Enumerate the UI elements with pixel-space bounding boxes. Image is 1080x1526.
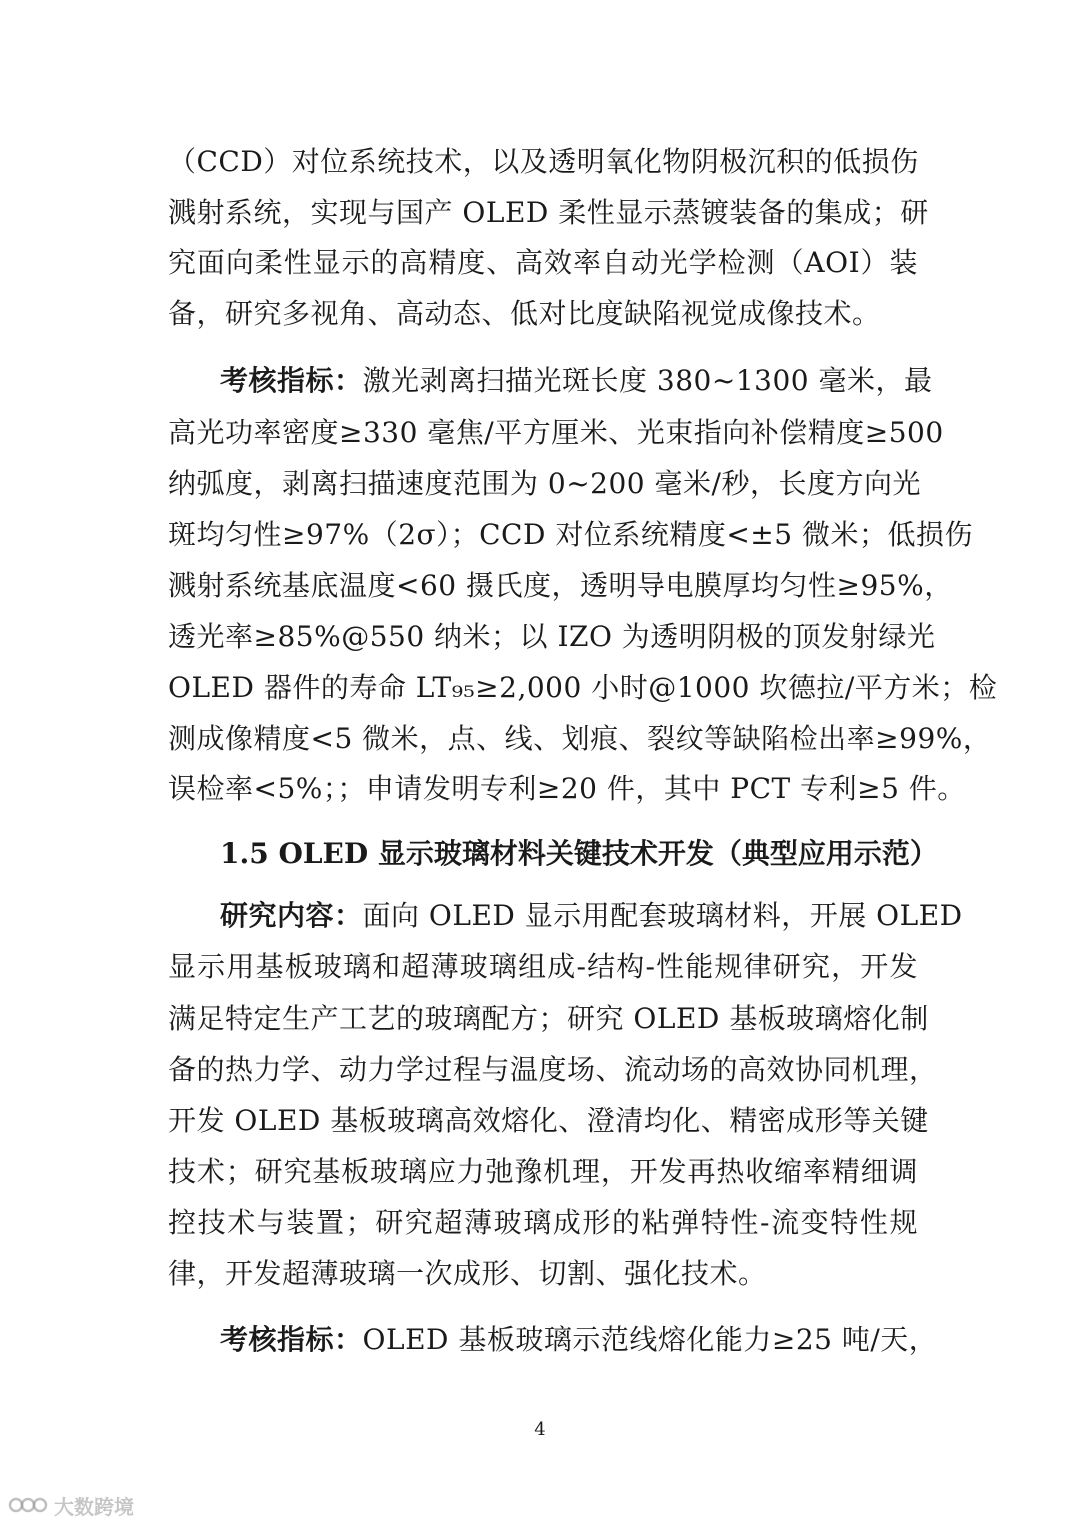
research-content-label: 研究内容： [220,899,363,932]
assessment-label-2: 考核指标： [220,1323,363,1356]
brand-logo-icon [8,1493,48,1517]
paragraph-3-line-7: 控技术与装置；研究超薄玻璃成形的粘弹特性-流变特性规 [168,1206,918,1239]
paragraph-1-line-4: 备，研究多视角、高动态、低对比度缺陷视觉成像技术。 [168,297,881,330]
paragraph-3-first-line-text: 面向 OLED 显示用配套玻璃材料，开展 OLED [362,899,963,932]
paragraph-2-line-1 [220,361,933,401]
paragraph-2-line-3: 纳弧度，剥离扫描速度范围为 0~200 毫米/秒，长度方向光 [168,467,921,500]
paragraph-4-first-line-text: OLED 基板玻璃示范线熔化能力≥25 吨/天， [362,1323,938,1356]
paragraph-2-first-line-text: 激光剥离扫描光斑长度 380~1300 毫米，最 [362,364,933,397]
paragraph-1-line-2: 溅射系统，实现与国产 OLED 柔性显示蒸镀装备的集成；研 [168,196,929,229]
paragraph-3-line-3: 满足特定生产工艺的玻璃配方；研究 OLED 基板玻璃熔化制 [168,1002,929,1035]
paragraph-2-line-7: OLED 器件的寿命 LT₉₅≥2,000 小时@1000 坎德拉/平方米；检 [168,671,998,704]
paragraph-2-line-9: 误检率<5%；；申请发明专利≥20 件，其中 PCT 专利≥5 件。 [168,772,966,805]
paragraph-2-line-2: 高光功率密度≥330 毫焦/平方厘米、光束指向补偿精度≥500 [168,416,944,449]
paragraph-4-line-1 [220,1320,938,1360]
paragraph-1-line-3: 究面向柔性显示的高精度、高效率自动光学检测（AOI）装 [168,246,918,279]
paragraph-3-line-5: 开发 OLED 基板玻璃高效熔化、澄清均化、精密成形等关键 [168,1104,929,1137]
assessment-label: 考核指标： [220,364,363,397]
paragraph-3-line-8: 律，开发超薄玻璃一次成形、切割、强化技术。 [168,1257,767,1290]
watermark [8,1490,134,1520]
paragraph-2-line-6: 透光率≥85%@550 纳米；以 IZO 为透明阴极的顶发射绿光 [168,620,936,653]
watermark-text: 大数跨境 [54,1494,134,1519]
paragraph-3-line-4: 备的热力学、动力学过程与温度场、流动场的高效协同机理， [168,1053,938,1086]
paragraph-2-line-4: 斑均匀性≥97%（2σ）；CCD 对位系统精度<±5 微米；低损伤 [168,518,973,551]
paragraph-3-line-1 [220,896,963,936]
paragraph-3-line-2: 显示用基板玻璃和超薄玻璃组成-结构-性能规律研究，开发 [168,950,918,983]
section-heading: 1.5 OLED 显示玻璃材料关键技术开发（典型应用示范） [220,837,938,870]
paragraph-2-line-8: 测成像精度<5 微米，点、线、划痕、裂纹等缺陷检出率≥99%， [168,722,992,755]
paragraph-1-line-1: （CCD）对位系统技术，以及透明氧化物阴极沉积的低损伤 [168,145,919,178]
paragraph-2-line-5: 溅射系统基底温度<60 摄氏度，透明导电膜厚均匀性≥95%， [168,569,953,602]
paragraph-3-line-6: 技术；研究基板玻璃应力弛豫机理，开发再热收缩率精细调 [168,1155,918,1188]
page-number: 4 [534,1419,546,1440]
